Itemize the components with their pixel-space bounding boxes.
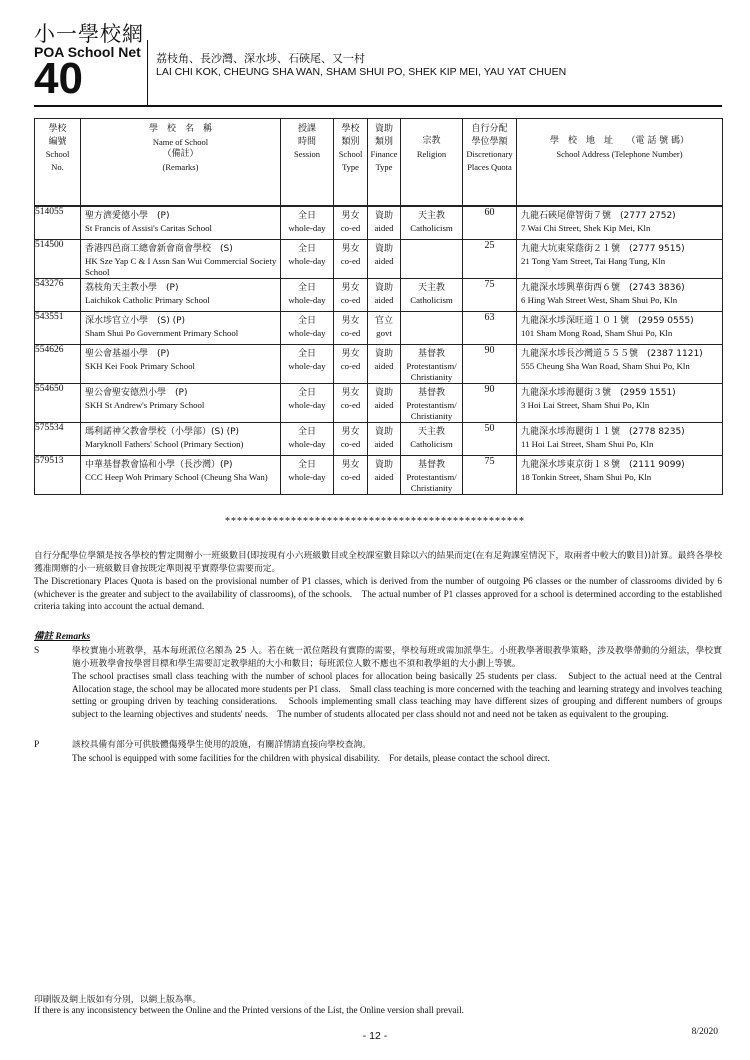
session-zh: 全日 xyxy=(297,388,316,398)
address-en: 6 Hing Wah Street West, Sham Shui Po, Kln xyxy=(521,295,678,305)
finance-type xyxy=(368,206,401,240)
address-zh: 九龍深水埗長沙灣道５５５號 (2387 1121) xyxy=(521,349,703,359)
school-name xyxy=(81,206,281,240)
session xyxy=(281,206,334,240)
religion xyxy=(401,423,463,456)
finance-type xyxy=(368,345,401,384)
edition-date: 8/2020 xyxy=(691,1027,718,1037)
finance-type-en: govt xyxy=(376,328,392,338)
school-type-zh: 男女 xyxy=(341,427,360,437)
address-zh: 九龍深水埗海麗街１１號 (2778 8235) xyxy=(521,427,685,437)
header-address: 學 校 地 址 （電 話 號 碼） School Address (Telephone Number) xyxy=(517,119,723,207)
discretionary-quota: 90 xyxy=(463,384,517,423)
address-zh: 九龍深水埗深旺道１０１號 (2959 0555) xyxy=(521,316,694,326)
session xyxy=(281,384,334,423)
school-no: 554626 xyxy=(35,345,81,384)
school-type xyxy=(334,423,368,456)
session xyxy=(281,423,334,456)
address-zh: 九龍大坑東棠蔭街２１號 (2777 9515) xyxy=(521,244,685,254)
table-row xyxy=(35,240,723,279)
school-name-zh: 深水埗官立小學 (S) (P) xyxy=(85,316,186,326)
school-type xyxy=(334,384,368,423)
school-name-en: Sham Shui Po Government Primary School xyxy=(85,328,239,338)
session-en: whole-day xyxy=(288,439,326,449)
school-type-en: co-ed xyxy=(340,472,361,482)
school-type-en: co-ed xyxy=(340,295,361,305)
finance-type-en: aided xyxy=(374,256,394,266)
school-address xyxy=(517,312,723,345)
school-no: 514500 xyxy=(35,240,81,279)
school-name-zh: 香港四邑商工總會新會商會學校 (S) xyxy=(85,244,233,254)
footer-note-en: If there is any inconsistency between the Online and the Printed versions of the List, the Online version shall prevail. xyxy=(34,1005,464,1015)
religion-zh xyxy=(401,312,462,317)
religion-en: Protestantism/ Christianity xyxy=(406,472,457,493)
session xyxy=(281,456,334,495)
session-en: whole-day xyxy=(288,295,326,305)
header-session: 授課 時間 Session xyxy=(281,119,334,207)
school-type xyxy=(334,240,368,279)
school-type xyxy=(334,456,368,495)
finance-type-zh: 資助 xyxy=(374,427,393,437)
religion-en: Catholicism xyxy=(410,295,453,305)
table-row xyxy=(35,206,723,240)
quota-note-zh: 自行分配學位學額是按各學校的暫定開辦小一班級數目(即按現有小六班級數目或全校課室數目除以六的結果而定(在有足夠課室情況下，取兩者中較大的數目))計算。最終各學校獲准開辦的小一班級數目會按既定準則視乎實際學位需要而定。 xyxy=(34,551,722,574)
finance-type-en: aided xyxy=(374,400,394,410)
session-zh: 全日 xyxy=(297,349,316,359)
discretionary-quota: 63 xyxy=(463,312,517,345)
school-type-en: co-ed xyxy=(340,439,361,449)
header-divider-vertical xyxy=(147,40,148,105)
table-row xyxy=(35,345,723,384)
school-name xyxy=(81,345,281,384)
school-name xyxy=(81,240,281,279)
school-name-zh: 荔枝角天主教小學 (P) xyxy=(85,283,179,293)
discretionary-quota: 90 xyxy=(463,345,517,384)
table-row xyxy=(35,312,723,345)
school-no: 543551 xyxy=(35,312,81,345)
finance-type-zh: 資助 xyxy=(374,283,393,293)
religion-zh: 基督教 xyxy=(417,349,445,359)
session xyxy=(281,312,334,345)
school-table xyxy=(34,118,723,495)
finance-type-en: aided xyxy=(374,223,394,233)
session-zh: 全日 xyxy=(297,316,316,326)
school-name-zh: 聖公會基福小學 (P) xyxy=(85,349,170,359)
finance-type xyxy=(368,423,401,456)
school-type-zh: 男女 xyxy=(341,316,360,326)
address-en: 3 Hoi Lai Street, Sham Shui Po, Kln xyxy=(521,400,650,410)
school-name xyxy=(81,384,281,423)
address-zh: 九龍深水埗東京街１８號 (2111 9099) xyxy=(521,460,685,470)
finance-type-zh: 資助 xyxy=(374,349,393,359)
address-en: 101 Sham Mong Road, Sham Shui Po, Kln xyxy=(521,328,673,338)
school-address xyxy=(517,345,723,384)
quota-note-en: The Discretionary Places Quota is based on the provisional number of P1 classes, which is derived from the number of outgoing P6 classes or the number of classrooms divided by 6 (whichever is the greater and subject to the availability of classrooms), of the schools. The actual number of P1 classes approved for a school is determined according to the established criteria taking into account the actual demand. xyxy=(34,576,722,611)
finance-type-zh: 資助 xyxy=(374,460,393,470)
discretionary-quota: 50 xyxy=(463,423,517,456)
religion-zh: 天主教 xyxy=(417,211,445,221)
discretionary-quota: 75 xyxy=(463,456,517,495)
finance-type-en: aided xyxy=(374,439,394,449)
address-zh: 九龍深水埗海麗街３號 (2959 1551) xyxy=(521,388,676,398)
school-type-zh: 男女 xyxy=(341,211,360,221)
school-name xyxy=(81,423,281,456)
address-en: 7 Wai Chi Street, Shek Kip Mei, Kln xyxy=(521,223,651,233)
session-zh: 全日 xyxy=(297,244,316,254)
header-religion: 宗教 Religion xyxy=(401,119,463,207)
address-zh: 九龍深水埗興華街西６號 (2743 3836) xyxy=(521,283,685,293)
address-en: 21 Tong Yam Street, Tai Hang Tung, Kln xyxy=(521,256,666,266)
school-name xyxy=(81,312,281,345)
school-no: 579513 xyxy=(35,456,81,495)
school-address xyxy=(517,240,723,279)
religion-en: Catholicism xyxy=(410,439,453,449)
school-name-en: SKH Kei Fook Primary School xyxy=(85,361,195,371)
religion-zh: 天主教 xyxy=(417,427,445,437)
footer-note-zh: 印刷版及網上版如有分別，以網上版為準。 xyxy=(34,995,202,1005)
finance-type-en: aided xyxy=(374,361,394,371)
session xyxy=(281,240,334,279)
discretionary-quota: 25 xyxy=(463,240,517,279)
school-name xyxy=(81,456,281,495)
school-type-en: co-ed xyxy=(340,361,361,371)
net-number: 40 xyxy=(34,54,83,103)
finance-type-en: aided xyxy=(374,472,394,482)
header-quota: 自行分配 學位學額 Discretionary Places Quota xyxy=(463,119,517,207)
address-en: 11 Hoi Lai Street, Sham Shui Po, Kln xyxy=(521,439,654,449)
remark-body-s xyxy=(72,645,722,720)
session-zh: 全日 xyxy=(297,211,316,221)
remark-s-zh: 學校實施小班教學，基本每班派位名額為 25 人。若在統一派位階段有實際的需要，學校每班或需加派學生。小班教學著眼教學策略，涉及教學帶動的分組法，學校實施小班教學會按學習目標和學生需要訂定教學組的大小和數目；每班派位人數不應也不須和教學組的大小劃上等號。 xyxy=(72,646,722,669)
session-en: whole-day xyxy=(288,223,326,233)
school-name-en: St Francis of Assisi's Caritas School xyxy=(85,223,212,233)
religion xyxy=(401,345,463,384)
school-no: 575534 xyxy=(35,423,81,456)
header-divider-horizontal xyxy=(34,105,722,107)
address-en: 555 Cheung Sha Wan Road, Sham Shui Po, Kln xyxy=(521,361,690,371)
school-name-zh: 中華基督教會協和小學（長沙灣）(P) xyxy=(85,460,233,470)
school-type-en: co-ed xyxy=(340,400,361,410)
school-type xyxy=(334,312,368,345)
school-name-zh: 瑪利諾神父教會學校（小學部）(S) (P) xyxy=(85,427,240,437)
session-en: whole-day xyxy=(288,328,326,338)
finance-type-zh: 官立 xyxy=(374,316,393,326)
session-en: whole-day xyxy=(288,472,326,482)
religion-zh: 基督教 xyxy=(417,460,445,470)
remark-s-en: The school practises small class teaching with the number of school places for allocation being basically 25 students per class. Subject to the actual need at the Central Allocation stage, the school may be allocated more students per P1 class. Small class teaching is more concerned with the teaching and learning strategy and involves teaching setting or grouping driven by teaching considerations. Schools implementing small class teaching may have different sizes of grouping and different numbers of groups subject to the learning objectives and students' needs. The number of students allocated per class should not and need not be taken as equivalent to the grouping. xyxy=(72,671,722,719)
school-address xyxy=(517,206,723,240)
address-zh: 九龍石硤尾偉智街７號 (2777 2752) xyxy=(521,211,676,221)
page-number: - 12 - xyxy=(362,1030,388,1042)
religion xyxy=(401,206,463,240)
session-zh: 全日 xyxy=(297,283,316,293)
finance-type-zh: 資助 xyxy=(374,388,393,398)
table-header-row xyxy=(35,119,723,207)
finance-type xyxy=(368,312,401,345)
school-address xyxy=(517,279,723,312)
school-type-en: co-ed xyxy=(340,256,361,266)
school-type-zh: 男女 xyxy=(341,283,360,293)
session xyxy=(281,279,334,312)
remark-p-zh: 該校具備有部分可供肢體傷殘學生使用的設施，有關詳情請直接向學校查詢。 xyxy=(72,740,372,750)
quota-note xyxy=(34,550,722,613)
header-school-no: 學校 編號 School No. xyxy=(35,119,81,207)
school-address xyxy=(517,456,723,495)
school-name-en: Maryknoll Fathers' School (Primary Section) xyxy=(85,439,244,449)
school-type-zh: 男女 xyxy=(341,460,360,470)
table-row xyxy=(35,456,723,495)
school-address xyxy=(517,423,723,456)
school-name-zh: 聖方濟愛德小學 (P) xyxy=(85,211,170,221)
school-address xyxy=(517,384,723,423)
session-zh: 全日 xyxy=(297,427,316,437)
school-name-en: SKH St Andrew's Primary School xyxy=(85,400,205,410)
finance-type xyxy=(368,384,401,423)
school-name-zh: 聖公會聖安德烈小學 (P) xyxy=(85,388,188,398)
discretionary-quota: 60 xyxy=(463,206,517,240)
net-title-zh: 小一學校網 xyxy=(34,22,144,46)
net-title-en: POA School Net xyxy=(34,44,141,60)
school-no: 554650 xyxy=(35,384,81,423)
finance-type-zh: 資助 xyxy=(374,211,393,221)
session xyxy=(281,345,334,384)
session-en: whole-day xyxy=(288,361,326,371)
table-row xyxy=(35,384,723,423)
school-name-en: HK Sze Yap C & I Assn San Wui Commercial Society School xyxy=(85,256,277,277)
school-type xyxy=(334,206,368,240)
address-en: 18 Tonkin Street, Sham Shui Po, Kln xyxy=(521,472,652,482)
finance-type xyxy=(368,240,401,279)
school-name-en: CCC Heep Woh Primary School (Cheung Sha Wan) xyxy=(85,472,268,482)
religion-en: Protestantism/ Christianity xyxy=(406,361,457,382)
session-en: whole-day xyxy=(288,256,326,266)
section-separator: ************************************************** xyxy=(225,516,525,527)
school-type xyxy=(334,345,368,384)
discretionary-quota: 75 xyxy=(463,279,517,312)
remarks-title: 備註 Remarks xyxy=(34,632,91,642)
school-name xyxy=(81,279,281,312)
remark-key-p: P xyxy=(34,740,40,750)
school-no: 543276 xyxy=(35,279,81,312)
finance-type-en: aided xyxy=(374,295,394,305)
finance-type-zh: 資助 xyxy=(374,244,393,254)
session-zh: 全日 xyxy=(297,460,316,470)
header-school-type: 學校 類別 School Type xyxy=(334,119,368,207)
school-type-zh: 男女 xyxy=(341,349,360,359)
remark-body-p xyxy=(72,739,722,764)
religion xyxy=(401,456,463,495)
religion xyxy=(401,384,463,423)
district-en: LAI CHI KOK, CHEUNG SHA WAN, SHAM SHUI PO, SHEK KIP MEI, YAU YAT CHUEN xyxy=(156,66,567,78)
school-type xyxy=(334,279,368,312)
religion-en: Protestantism/ Christianity xyxy=(406,400,457,421)
finance-type xyxy=(368,456,401,495)
religion-en: Catholicism xyxy=(410,223,453,233)
religion-zh: 基督教 xyxy=(417,388,445,398)
religion-zh xyxy=(401,240,462,245)
school-type-zh: 男女 xyxy=(341,244,360,254)
school-no: 514055 xyxy=(35,206,81,240)
header-school-name: 學 校 名 稱 Name of School （備註） (Remarks) xyxy=(81,119,281,207)
religion-zh: 天主教 xyxy=(417,283,445,293)
school-type-en: co-ed xyxy=(340,223,361,233)
finance-type xyxy=(368,279,401,312)
school-type-zh: 男女 xyxy=(341,388,360,398)
remark-key-s: S xyxy=(34,646,40,656)
table-row xyxy=(35,279,723,312)
session-en: whole-day xyxy=(288,400,326,410)
school-type-en: co-ed xyxy=(340,328,361,338)
school-name-en: Laichikok Catholic Primary School xyxy=(85,295,210,305)
religion xyxy=(401,279,463,312)
header-finance-type: 資助 類別 Finance Type xyxy=(368,119,401,207)
remark-p-en: The school is equipped with some facilities for the children with physical disability. For details, please contact the school direct. xyxy=(72,752,550,763)
district-zh: 荔枝角、長沙灣、深水埗、石硤尾、又一村 xyxy=(156,52,365,65)
table-row xyxy=(35,423,723,456)
religion xyxy=(401,312,463,345)
religion xyxy=(401,240,463,279)
